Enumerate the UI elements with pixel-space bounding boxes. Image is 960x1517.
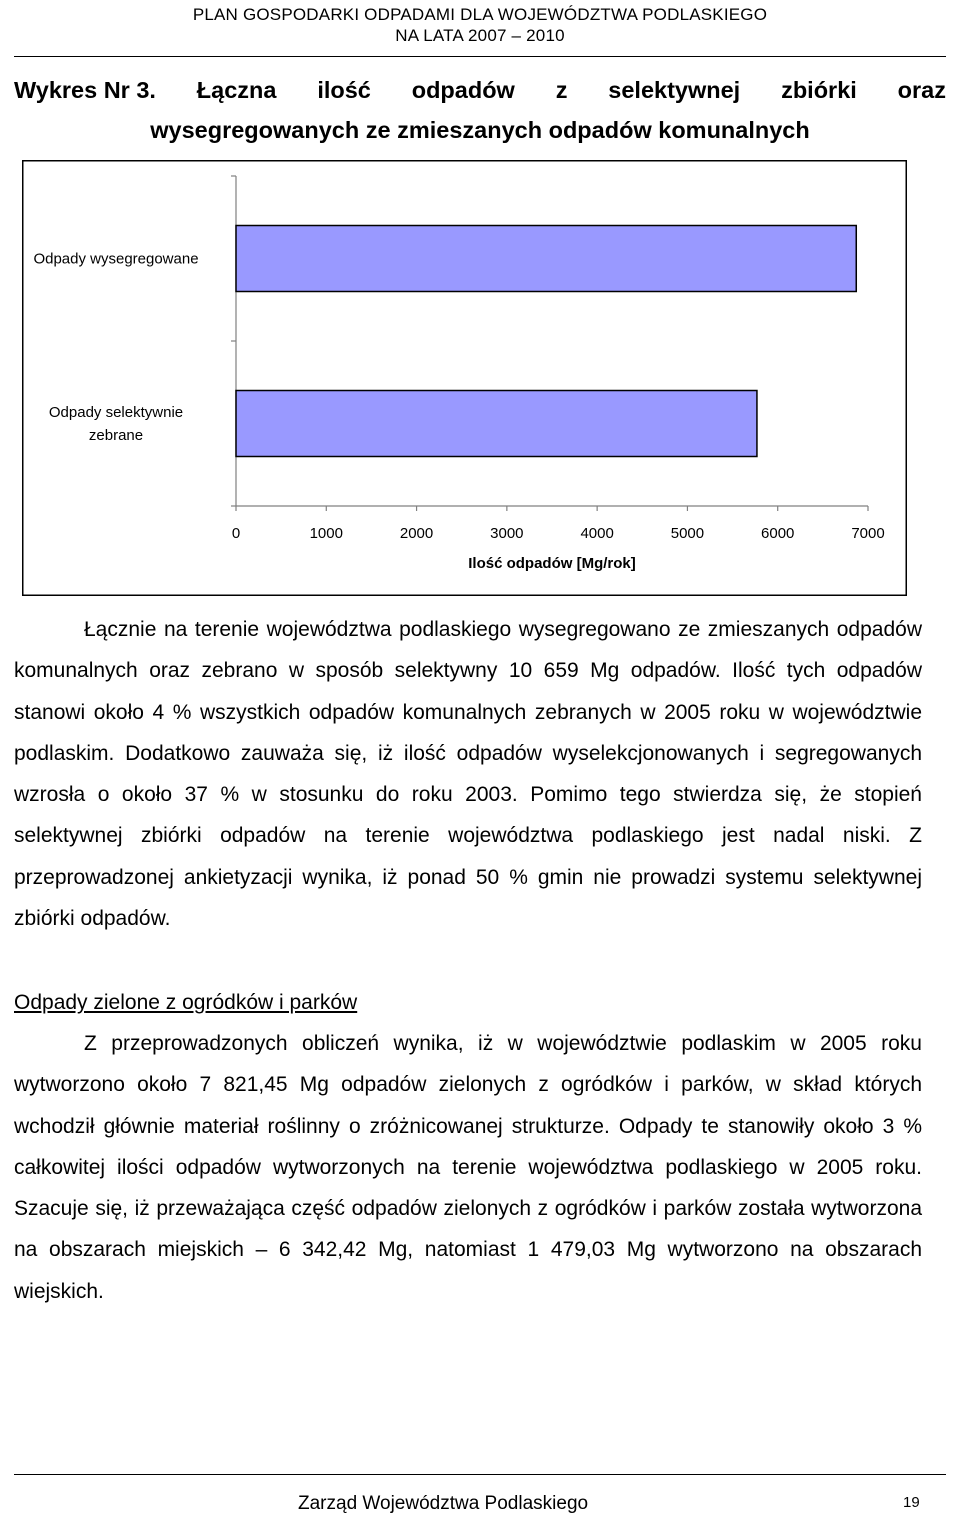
paragraph-text: Łącznie na terenie województwa podlaskiego wysegregowano ze zmieszanych odpadów komunalnych oraz zebrano w sposób selektywny 10 659 Mg odpadów. Ilość tych odpadów stanowi około 4 % wszystkich odpadów komunalnych zebranych w 2005 roku w województwie podlaskim. Dodatkowo zauważa się, iż ilość odpadów wyselekcjonowanych i segregowanych wzrosła o około 37 % w stosunku do roku 2003. Pomimo tego stwierdza się, że stopień selektywnej zbiórki odpadów na terenie województwa podlaskiego jest nadal niski. Z przeprowadzonej ankietyzacji wynika, iż ponad 50 % gmin nie prowadzi systemu selektywnej zbiórki odpadów.	[14, 618, 922, 931]
chart-title-line-2: wysegregowanych ze zmieszanych odpadów komunalnych	[150, 117, 810, 143]
chart-title-line-1	[14, 70, 946, 110]
page-number: 19	[903, 1494, 920, 1511]
paragraph-text: Z przeprowadzonych obliczeń wynika, iż w województwie podlaskim w 2005 roku wytworzono około 7 821,45 Mg odpadów zielonych z ogródków i parków, w skład których wchodził głównie materiał roślinny o zróżnicowanej strukturze. Odpady te stanowiły około 3 % całkowitej ilości odpadów wytworzonych na terenie województwa podlaskiego w 2005 roku. Szacuje się, iż przeważająca część odpadów zielonych z ogródków i parków została wytworzona na obszarach miejskich – 6 342,42 Mg, natomiast 1 479,03 Mg wytworzono na obszarach wiejskich.	[14, 1032, 922, 1303]
section-heading: Odpady zielone z ogródków i parków	[14, 991, 358, 1014]
chart-title-word: ilość	[317, 77, 371, 103]
paragraph-selective-collection	[14, 609, 922, 939]
x-tick-label: 5000	[670, 525, 705, 542]
chart-title-word: Wykres Nr 3.	[14, 77, 156, 103]
category-label-line: Odpady wysegregowane	[33, 250, 199, 268]
paragraph-green-waste	[14, 1023, 922, 1312]
footer-rule	[14, 1474, 946, 1475]
chart-title	[14, 70, 946, 150]
document-header	[0, 4, 960, 46]
x-tick-label: 3000	[490, 525, 524, 542]
bar	[236, 226, 856, 292]
category-label	[33, 251, 198, 268]
bar	[236, 391, 757, 457]
x-tick-label: 4000	[580, 525, 614, 542]
x-axis-label: Ilość odpadów [Mg/rok]	[468, 555, 636, 572]
header-line-2: NA LATA 2007 – 2010	[395, 26, 565, 45]
x-tick-label: 6000	[761, 525, 795, 542]
x-tick-label: 7000	[851, 525, 885, 542]
category-label-line: zebrane	[88, 427, 144, 444]
chart-title-word: z	[555, 77, 568, 103]
header-line-1: PLAN GOSPODARKI ODPADAMI DLA WOJEWÓDZTWA PODLASKIEGO	[192, 5, 768, 24]
x-tick-label: 0	[231, 525, 241, 542]
chart-title-word: odpadów	[411, 77, 515, 103]
footer-text: Zarząd Województwa Podlaskiego	[298, 1493, 589, 1514]
chart-title-word: zbiórki	[781, 77, 857, 103]
x-tick-label: 2000	[399, 525, 434, 542]
header-rule	[14, 56, 946, 57]
chart-title-word: Łączna	[196, 77, 277, 103]
chart-title-word: oraz	[897, 77, 946, 103]
bar-chart	[22, 160, 907, 596]
category-label-line: Odpady selektywnie	[48, 404, 184, 421]
chart-title-word: selektywnej	[608, 77, 741, 103]
x-tick-label: 1000	[309, 525, 343, 542]
